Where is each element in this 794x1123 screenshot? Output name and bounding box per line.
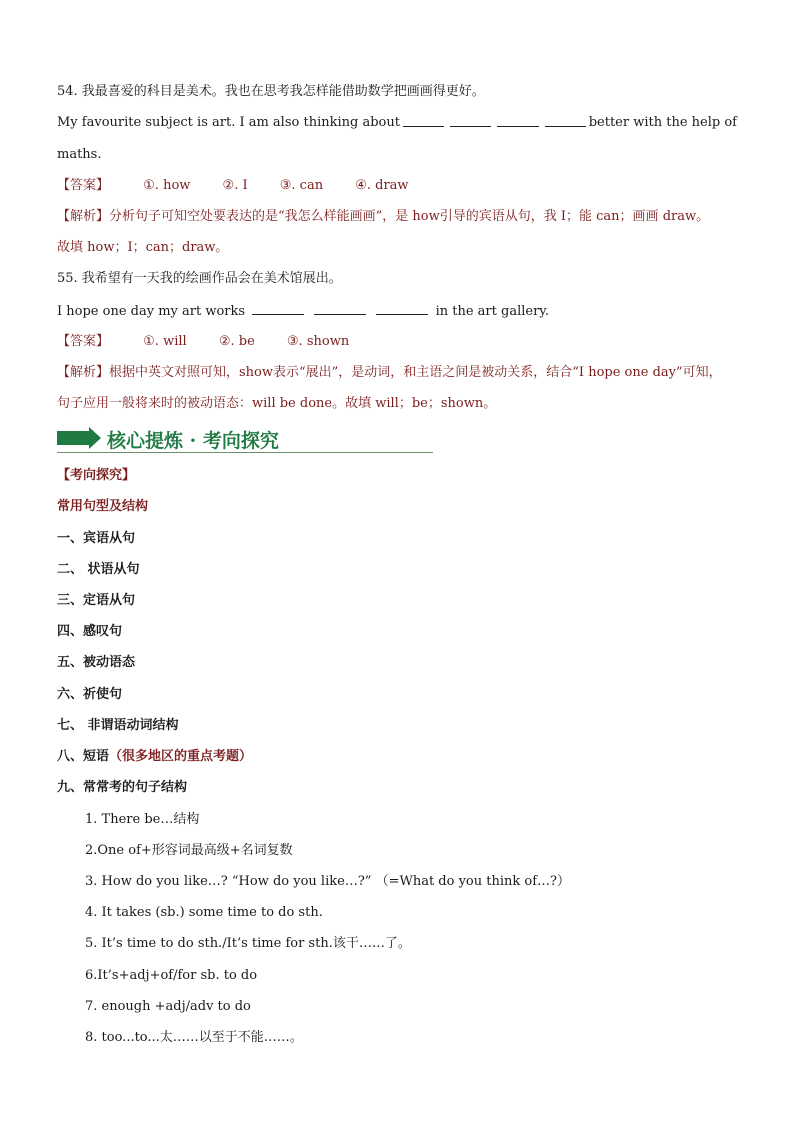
structure-item: 6.It’s+adj+of/for sb. to do xyxy=(85,968,258,983)
section-banner xyxy=(57,425,433,453)
q54-answer-row xyxy=(57,177,437,195)
banner-arrow-icon xyxy=(89,427,101,449)
list-item: 九、常常考的句子结构 xyxy=(57,780,188,795)
phrases-label: 八、短语 xyxy=(57,749,110,764)
list-item: 一、宾语从句 xyxy=(57,531,136,546)
section-tag: 【考向探究】 xyxy=(57,468,136,483)
structure-item: 1. There be…结构 xyxy=(85,812,200,827)
structure-item: 7. enough +adj/adv to do xyxy=(85,999,251,1014)
q55-blank-2 xyxy=(314,302,366,315)
q55-sentence-start: I hope one day my art works xyxy=(57,304,246,319)
q55-answer-1: ①. will xyxy=(143,334,187,349)
q54-blank-3 xyxy=(497,114,538,127)
q55-analysis-line2: 句子应用一般将来时的被动语态：will be done。故填 will；be；shown。 xyxy=(57,396,497,411)
q54-prompt: 54. 我最喜爱的科目是美术。我也在思考我怎样能借助数学把画画得更好。 xyxy=(57,84,485,99)
q55-answer-row xyxy=(57,333,377,351)
list-item: 四、感叹句 xyxy=(57,624,123,639)
structure-item: 2.One of+形容词最高级+名词复数 xyxy=(85,843,293,858)
structure-item: 3. How do you like…? “How do you like…?” （=What do you think of…?） xyxy=(85,874,570,889)
q54-blank-4 xyxy=(545,114,586,127)
q55-answer-2: ②. be xyxy=(218,334,255,349)
list-item: 五、被动语态 xyxy=(57,655,136,670)
list-item: 三、定语从句 xyxy=(57,593,136,608)
q55-answer-3: ③. shown xyxy=(286,334,350,349)
q54-analysis-line1: 【解析】分析句子可知空处要表达的是“我怎么样能画画”，是 how引导的宾语从句，我 I；能 can；画画 draw。 xyxy=(57,209,710,224)
q54-answer-4: ④. draw xyxy=(355,178,409,193)
section-subtitle: 常用句型及结构 xyxy=(57,499,149,514)
q55-analysis-line1: 【解析】根据中英文对照可知，show表示“展出”，是动词，和主语之间是被动关系，结合“I hope one day”可知， xyxy=(57,365,722,380)
list-item-phrases xyxy=(57,748,252,766)
q55-sentence xyxy=(57,302,549,321)
structure-item: 4. It takes (sb.) some time to do sth. xyxy=(85,905,323,920)
q55-prompt: 55. 我希望有一天我的绘画作品会在美术馆展出。 xyxy=(57,271,342,286)
q55-blank-3 xyxy=(376,302,428,315)
q54-sentence xyxy=(57,114,737,132)
q54-blank-1 xyxy=(403,114,444,127)
q54-sentence-start: My favourite subject is art. I am also thinking about xyxy=(57,115,400,130)
section-banner-title: 核心提炼 · 考向探究 xyxy=(107,430,279,452)
banner-underline xyxy=(57,452,433,453)
banner-bar-shape xyxy=(57,431,93,445)
q55-sentence-end: in the art gallery. xyxy=(435,304,550,319)
q55-blank-1 xyxy=(252,302,304,315)
list-item: 二、 状语从句 xyxy=(57,562,140,577)
list-item: 六、祈使句 xyxy=(57,687,123,702)
q55-answer-tag: 【答案】 xyxy=(57,334,110,349)
list-item: 七、 非谓语动词结构 xyxy=(57,718,179,733)
q54-analysis-line2: 故填 how；I；can；draw。 xyxy=(57,240,229,255)
q54-answer-2: ②. I xyxy=(222,178,248,193)
q54-answer-3: ③. can xyxy=(279,178,324,193)
structure-item: 8. too...to...太……以至于不能……。 xyxy=(85,1030,303,1045)
q54-answer-tag: 【答案】 xyxy=(57,178,110,193)
q54-sentence-cont: maths. xyxy=(57,147,102,162)
q54-answer-1: ①. how xyxy=(143,178,191,193)
phrases-note: （很多地区的重点考题） xyxy=(109,749,253,764)
structure-item: 5. It’s time to do sth./It’s time for sth.该干……了。 xyxy=(85,936,411,951)
q54-blank-2 xyxy=(450,114,491,127)
q54-sentence-end: better with the help of xyxy=(588,115,737,130)
